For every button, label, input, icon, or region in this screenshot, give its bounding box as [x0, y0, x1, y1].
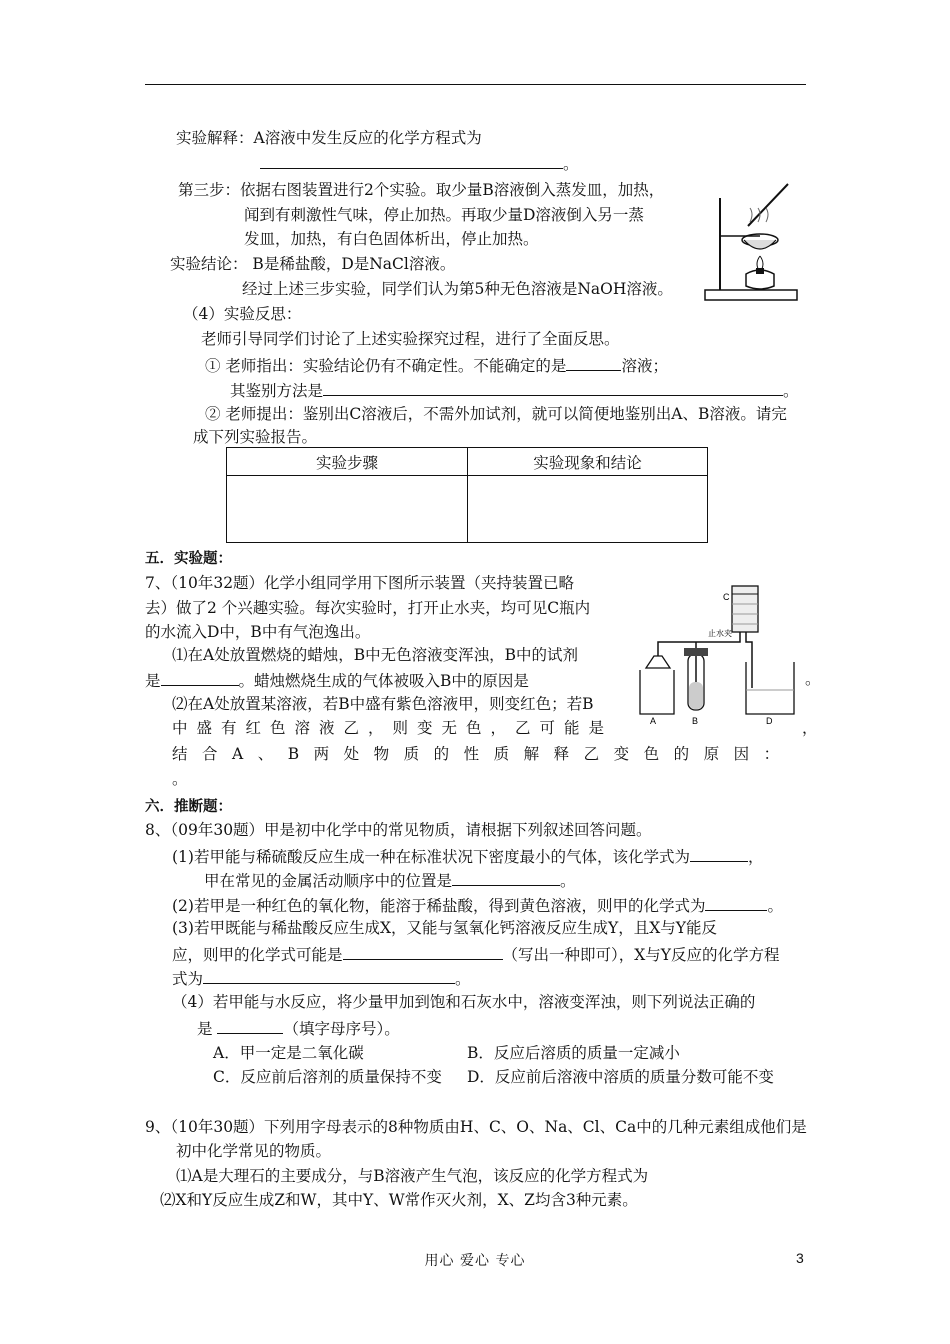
q9-line-2: 初中化学常见的物质。 [176, 1142, 332, 1160]
q7-part1-line-2: 是 。蜡烛燃烧生成的气体被吸入B中的原因是 。 [145, 670, 821, 690]
table-header-results: 实验现象和结论 [468, 448, 708, 476]
reflection-point-2-cont: 成下列实验报告。 [193, 428, 318, 446]
label-c: C [723, 592, 730, 602]
q7-part1-line-1: ⑴在A处放置燃烧的蜡烛，B中无色溶液变浑浊，B中的试剂 [172, 646, 578, 664]
option-d: D．反应前后溶液中溶质的质量分数可能不变 [467, 1068, 774, 1086]
xy-equation-blank[interactable] [203, 967, 455, 984]
label-a: A [650, 716, 657, 726]
q8-intro: 8、（09年30题）甲是初中化学中的常见物质，请根据下列叙述回答问题。 [145, 821, 652, 839]
results-answer-cell[interactable] [468, 476, 708, 543]
label-b: B [692, 716, 699, 726]
q9-part2: ⑵X和Y反应生成Z和W，其中Y、W常作灭火剂，X、Z均含3种元素。 [160, 1191, 638, 1209]
label-clip: 止水夹 [708, 629, 732, 638]
reflection-title: （4）实验反思： [183, 305, 302, 323]
q9-part1: ⑴A是大理石的主要成分，与B溶液产生气泡，该反应的化学方程式为 [176, 1167, 649, 1185]
step3-line-1: 第三步：依据右图装置进行2个实验。取少量B溶液倒入蒸发皿，加热， [178, 181, 665, 199]
q7-part2-line-2: 中盛有红色溶液乙，则变无色，乙可能是 [172, 719, 614, 737]
experiment-report-table [226, 447, 708, 543]
reflection-intro: 老师引导同学们讨论了上述实验探究过程，进行了全面反思。 [201, 330, 620, 348]
conclusion-line: 实验结论： B是稀盐酸，D是NaCl溶液。 [170, 255, 456, 273]
reagent-blank[interactable] [161, 669, 239, 686]
conclusion-line-2: 经过上述三步实验，同学们认为第5种无色溶液是NaOH溶液。 [242, 280, 673, 298]
steps-answer-cell[interactable] [227, 476, 468, 543]
equation-answer-line: 。 [260, 152, 579, 174]
identify-method-blank[interactable] [323, 379, 783, 396]
q7-part2-line-1: ⑵在A处放置某溶液，若B中盛有紫色溶液甲，则变红色；若B [172, 695, 594, 713]
metal-position-blank[interactable] [452, 869, 560, 886]
q8-part1-line-2: 甲在常见的金属活动顺序中的位置是 。 [204, 869, 576, 891]
header-rule [145, 84, 806, 85]
q7-line-1: 7、（10年32题）化学小组同学用下图所示装置（夹持装置已略 [145, 574, 575, 592]
section-5-title: 五．实验题： [145, 551, 232, 567]
q7-line-2: 去）做了2 个兴趣实验。每次实验时，打开止水夹，均可见C瓶内 [145, 599, 591, 617]
identify-method-line: 其鉴别方法是 。 [230, 379, 799, 401]
q8-part4-line-1: （4）若甲能与水反应，将少量甲加到饱和石灰水中，溶液变浑浊，则下列说法正确的 [172, 993, 756, 1011]
q7-part2-comma: ， [802, 719, 818, 737]
q7-apparatus-figure [628, 578, 804, 726]
footer-motto: 用心 爱心 专心 [424, 1253, 526, 1269]
option-answer-blank[interactable] [217, 1017, 283, 1034]
step3-line-2: 闻到有刺激性气味，停止加热。再取少量D溶液倒入另一蒸 [244, 206, 644, 224]
q8-part2: (2)若甲是一种红色的氧化物，能溶于稀盐酸，得到黄色溶液，则甲的化学式为 。 [172, 894, 783, 916]
q7-part2-line-3: 结合A、B两处物质的性质解释乙变色的原因： [172, 745, 794, 763]
q7-line-3: 的水流入D中，B中有气泡逸出。 [145, 623, 371, 641]
gas-formula-blank[interactable] [690, 845, 748, 862]
q8-part3-line-1: (3)若甲既能与稀盐酸反应生成X，又能与氢氧化钙溶液反应生成Y，且X与Y能反 [172, 919, 717, 937]
table-header-steps: 实验步骤 [227, 448, 468, 476]
oxide-formula-blank[interactable] [705, 894, 767, 911]
q8-part1-line-1: (1)若甲能与稀硫酸反应生成一种在标准状况下密度最小的气体，该化学式为 ， [172, 845, 763, 867]
page-number: 3 [796, 1250, 804, 1266]
explain-line: 实验解释：A溶液中发生反应的化学方程式为 [176, 129, 482, 147]
q9-line-1: 9、（10年30题）下列用字母表示的8种物质由H、C、O、Na、Cl、Ca中的几种元素组成他们是 [145, 1118, 807, 1136]
option-c: C．反应前后溶剂的质量保持不变 [213, 1068, 442, 1086]
reflection-point-2: ② 老师提出：鉴别出C溶液后，不需外加试剂，就可以简便地鉴别出A、B溶液。请完 [205, 405, 787, 423]
reflection-point-1: ① 老师指出：实验结论仍有不确定性。不能确定的是 溶液； [205, 354, 668, 376]
step3-line-3: 发皿，加热，有白色固体析出，停止加热。 [244, 230, 539, 248]
option-b: B．反应后溶质的质量一定减小 [467, 1044, 680, 1062]
answer-blank[interactable] [260, 152, 563, 169]
q7-part2-line-4: 。 [172, 770, 188, 788]
q8-part4-line-2: 是 （填字母序号）。 [197, 1017, 400, 1039]
label-d: D [766, 716, 773, 726]
section-6-title: 六．推断题： [145, 799, 232, 815]
jia-formula-blank[interactable] [343, 943, 503, 960]
uncertain-solution-blank[interactable] [566, 354, 621, 371]
q8-part3-line-2: 应，则甲的化学式可能是 （写出一种即可），X与Y反应的化学方程 [172, 943, 780, 965]
q8-part3-line-3: 式为 。 [172, 967, 471, 989]
evaporation-apparatus-figure [700, 178, 812, 306]
option-a: A．甲一定是二氧化碳 [213, 1044, 364, 1062]
